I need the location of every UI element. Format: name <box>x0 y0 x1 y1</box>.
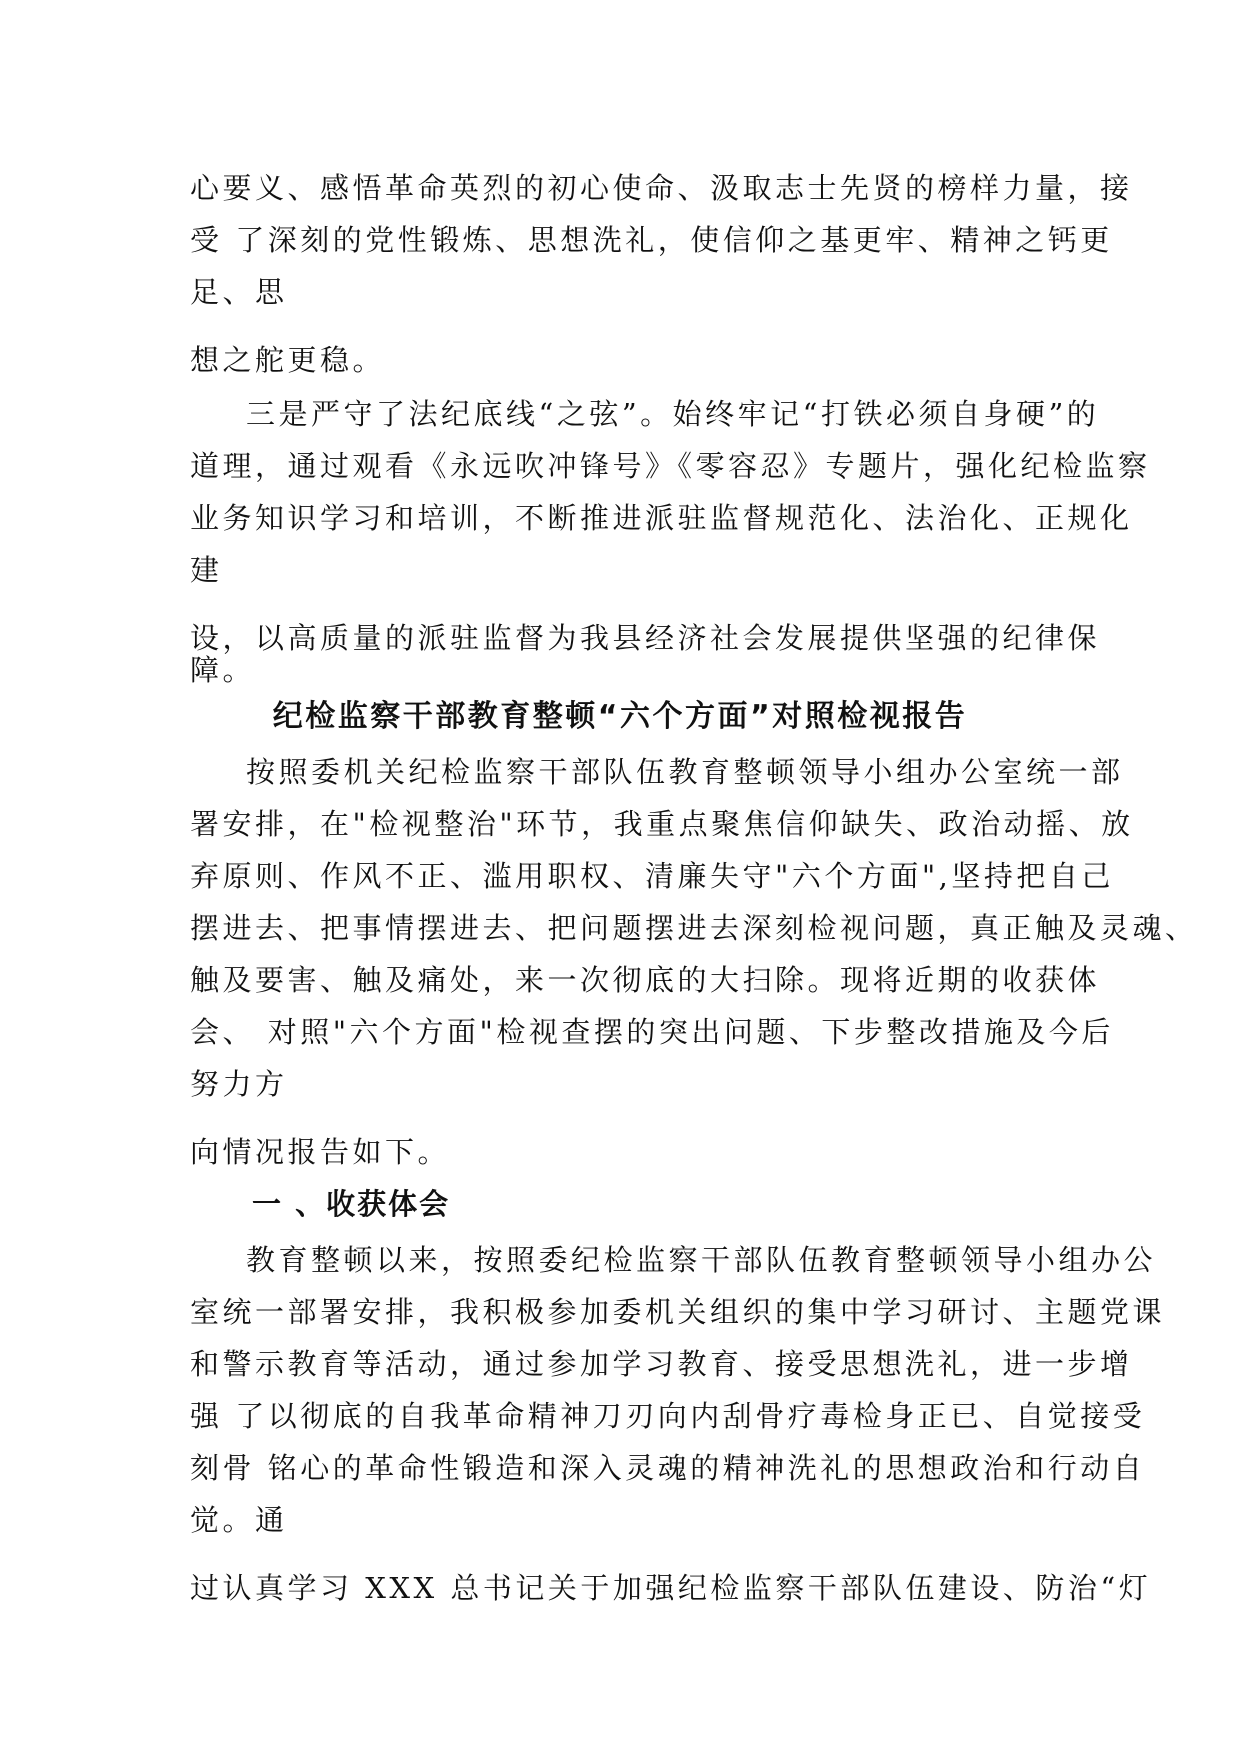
body-text-line: 想之舵更稳。 <box>190 343 386 377</box>
body-text-line: 建 <box>190 553 223 587</box>
body-text-line: 过认真学习 XXX 总书记关于加强纪检监察干部队伍建设、防治“灯 <box>190 1571 1152 1605</box>
paragraph-start-line: 教育整顿以来，按照委纪检监察干部队伍教育整顿领导小组办公 <box>246 1243 1157 1277</box>
body-text-line: 设，以高质量的派驻监督为我县经济社会发展提供坚强的纪律保 <box>190 621 1101 655</box>
body-text-line: 署安排，在"检视整治"环节，我重点聚焦信仰缺失、政治动摇、放 <box>190 807 1134 841</box>
body-text-line: 障。 <box>190 653 256 687</box>
body-text-line: 业务知识学习和培训，不断推进派驻监督规范化、法治化、正规化 <box>190 501 1133 535</box>
body-text-line: 触及要害、触及痛处，来一次彻底的大扫除。现将近期的收获体 <box>190 963 1101 997</box>
section-heading: 一 、收获体会 <box>252 1187 451 1221</box>
body-text-line: 受 了深刻的党性锻炼、思想洗礼，使信仰之基更牢、精神之钙更 <box>190 223 1113 257</box>
body-text-line: 努力方 <box>190 1067 288 1101</box>
body-text-line: 会、 对照"六个方面"检视查摆的突出问题、下步整改措施及今后 <box>190 1015 1114 1049</box>
body-text-line: 向情况报告如下。 <box>190 1135 451 1169</box>
body-text-line: 和警示教育等活动，通过参加学习教育、接受思想洗礼，进一步增 <box>190 1347 1133 1381</box>
body-text-line: 心要义、感悟革命英烈的初心使命、汲取志士先贤的榜样力量，接 <box>190 171 1133 205</box>
body-text-line: 足、思 <box>190 275 288 309</box>
paragraph-start-line: 按照委机关纪检监察干部队伍教育整顿领导小组办公室统一部 <box>246 755 1124 789</box>
body-text-line: 刻骨 铭心的革命性锻造和深入灵魂的精神洗礼的思想政治和行动自 <box>190 1451 1146 1485</box>
body-text-line: 室统一部署安排，我积极参加委机关组织的集中学习研讨、主题党课 <box>190 1295 1166 1329</box>
body-text-line: 觉。通 <box>190 1503 288 1537</box>
body-text-line: 道理，通过观看《永远吹冲锋号》《零容忍》专题片，强化纪检监察 <box>190 449 1151 483</box>
report-title: 纪检监察干部教育整顿“六个方面”对照检视报告 <box>272 699 968 734</box>
body-text-line: 弃原则、作风不正、滥用职权、清廉失守"六个方面",坚持把自己 <box>190 859 1114 893</box>
body-text-line: 强 了以彻底的自我革命精神刀刃向内刮骨疗毒检身正已、自觉接受 <box>190 1399 1146 1433</box>
body-text-line: 摆进去、把事情摆进去、把问题摆进去深刻检视问题，真正触及灵魂、 <box>190 911 1198 945</box>
paragraph-start-line: 三是严守了法纪底线“之弦”。始终牢记“打铁必须自身硬”的 <box>246 397 1100 431</box>
